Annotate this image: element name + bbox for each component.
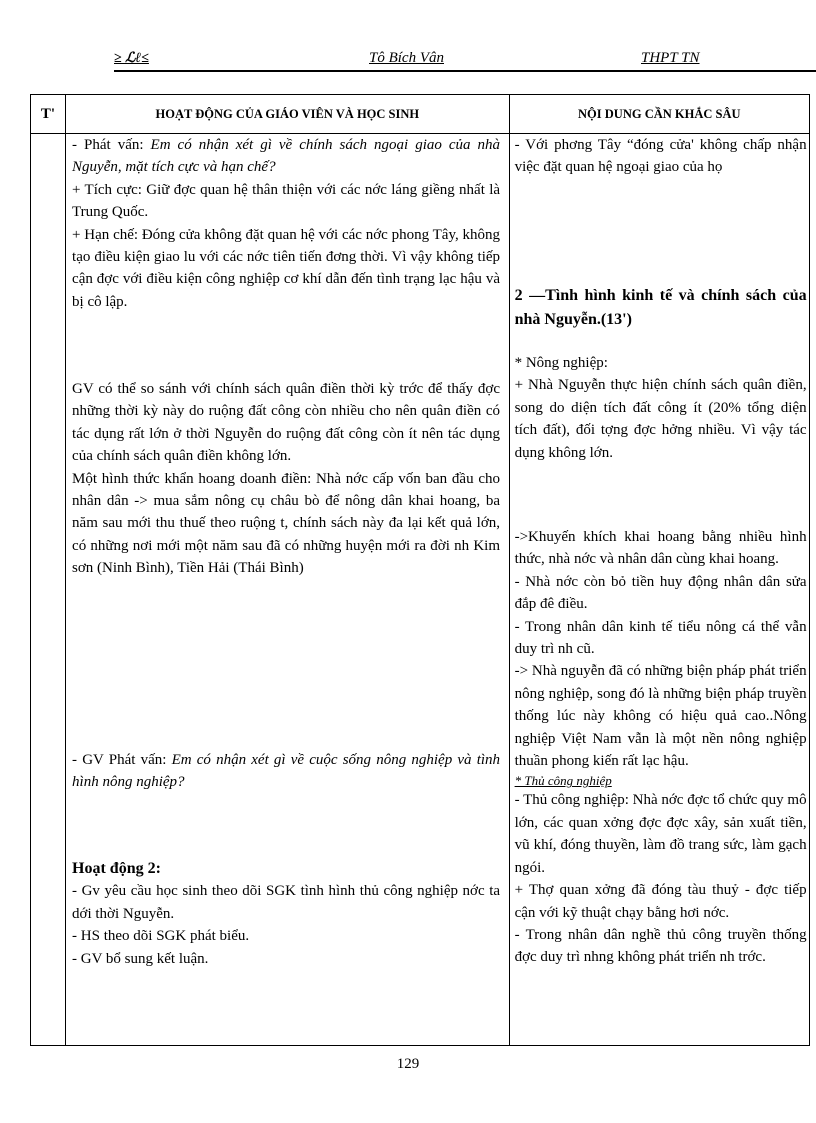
- q2-prefix: - GV Phát vấn:: [72, 752, 172, 768]
- page-header: [114, 48, 816, 72]
- col-content-header: NỘI DUNG CẦN KHẮC SÂU: [509, 95, 809, 134]
- header-logo: ≥ ℒℓ≤: [114, 51, 149, 66]
- handicraft-point-2: + Thợ quan xởng đã đóng tàu thuỷ - đợc tiếp cận với kỹ thuật chạy bằng hơi nớc.: [514, 882, 807, 921]
- content-cell: [509, 134, 809, 1046]
- col-teacher-header: HOẠT ĐỘNG CỦA GIÁO VIÊN VÀ HỌC SINH: [66, 95, 510, 134]
- answer-positive: + Tích cực: Giữ đợc quan hệ thân thiện với các nớc láng giềng nhất là Trung Quốc.: [72, 181, 501, 221]
- table-header-row: [31, 95, 810, 134]
- dyke-repair: - Nhà nớc còn bỏ tiền huy động nhân dân sửa đắp đê điều.: [514, 573, 807, 613]
- agriculture-point-1: + Nhà Nguyễn thực hiện chính sách quân điền, song do diện tích đất công ít (20% tổng diện tích đất), đối tợng đợc hởng nhiều. Vì vậy tác dụng không lớn.: [514, 377, 807, 461]
- header-author: Tô Bích Vân: [369, 50, 444, 66]
- western-policy-text: - Với phơng Tây “đóng cửa' không chấp nhận việc đặt quan hệ ngoại giao của họ: [514, 137, 807, 176]
- agriculture-measures: [515, 526, 807, 969]
- activity-2-title: Hoạt động 2:: [72, 860, 161, 877]
- handicraft-point-3: - Trong nhân dân nghề thủ công truyền thống đợc duy trì nhng không phát triển nh trớc.: [514, 926, 807, 966]
- handicraft-title: * Thủ công nghiệp: [514, 773, 612, 789]
- q2-question: Em có nhận xét gì về cuộc sống nông nghiệp và tình hình nông nghiệp?: [72, 752, 501, 791]
- teacher-activity-cell: [66, 134, 510, 1046]
- western-policy: [515, 134, 807, 179]
- handicraft-point-1: - Thủ công nghiệp: Nhà nớc đợc tổ chức quy mô lớn, các quan xởng đợc đợc xây, sản xuất tiền, vũ khí, đóng thuyền, làm đồ trang sức, làm gạch ngói.: [514, 792, 807, 876]
- agriculture-block: [515, 352, 807, 464]
- khan-hoang-text: Một hình thức khẩn hoang doanh điền: Nhà nớc cấp vốn ban đầu cho nhân dân -> mua sắm nông cụ châu bò để nông dân khai hoang, ba năm sau mới thu thuế theo ruộng t, chính sách này đa lại kết quả lớn, có những nơi mới một năm sau đã có những huyện mới ra đời nh Kim sơn (Ninh Bình), Tiền Hải (Thái Bình): [72, 470, 501, 577]
- col-time-header: T': [31, 95, 66, 134]
- question-foreign-policy: [72, 134, 500, 313]
- question-agriculture: [72, 749, 500, 794]
- table-body-row: [31, 134, 810, 1046]
- gv-compare: [72, 378, 500, 580]
- q1-question: Em có nhận xét gì về chính sách ngoại giao của nhà Nguyễn, mặt tích cực và hạn chế?: [72, 137, 501, 176]
- lesson-table: [30, 94, 810, 1046]
- agriculture-conclusion: -> Nhà nguyễn đã có những biện pháp phát triển nông nghiệp, song đó là những biện pháp truyền thống lúc này không có hiệu quả cao..Nông nghiệp Việt Nam vẫn là một nền nông nghiệp thuần phong kiến rất lạc hậu.: [514, 663, 807, 770]
- page-number: 129: [396, 1056, 420, 1072]
- header-school: THPT TN: [641, 50, 700, 66]
- section-2-title: 2 —Tình hình kinh tế và chính sách của nhà Nguyễn.(13'): [514, 287, 807, 328]
- agriculture-title: * Nông nghiệp:: [514, 355, 608, 371]
- small-farm: - Trong nhân dân kinh tế tiểu nông cá thể vẫn duy trì nh cũ.: [514, 618, 807, 658]
- gv-compare-text: GV có thể so sánh với chính sách quân điền thời kỳ trớc để thấy đợc những thời kỳ này do ruộng đất công còn nhiều cho nên quân điền có tác dụng rất lớn ở thời Nguyễn do ruộng đất công còn ít nên tác dụng của chính sách quân điền không lớn.: [72, 381, 501, 465]
- q1-prefix: - Phát vấn:: [72, 137, 151, 153]
- section-2: [515, 284, 807, 332]
- answer-negative: + Hạn chế: Đóng cửa không đặt quan hệ với các nớc phong Tây, không tạo điều kiện giao lu với các nớc tiên tiến đơng thời. Vì vậy không tiếp cận đợc với điều kiện công nghiệp cơ khí dẫn đến tình trạng lạc hậu và bị cô lập.: [72, 226, 501, 310]
- time-cell: [31, 134, 66, 1046]
- activity-2-line-1: - Gv yêu cầu học sinh theo dõi SGK tình hình thủ công nghiệp nớc ta dới thời Nguyễn.: [72, 883, 501, 922]
- activity-2: [72, 858, 500, 970]
- activity-2-line-3: - GV bổ sung kết luận.: [72, 950, 209, 967]
- activity-2-line-2: - HS theo dõi SGK phát biểu.: [72, 928, 250, 945]
- encourage-reclamation: ->Khuyến khích khai hoang bằng nhiều hình thức, nhà nớc và nhân dân cùng khai hoang.: [514, 529, 807, 568]
